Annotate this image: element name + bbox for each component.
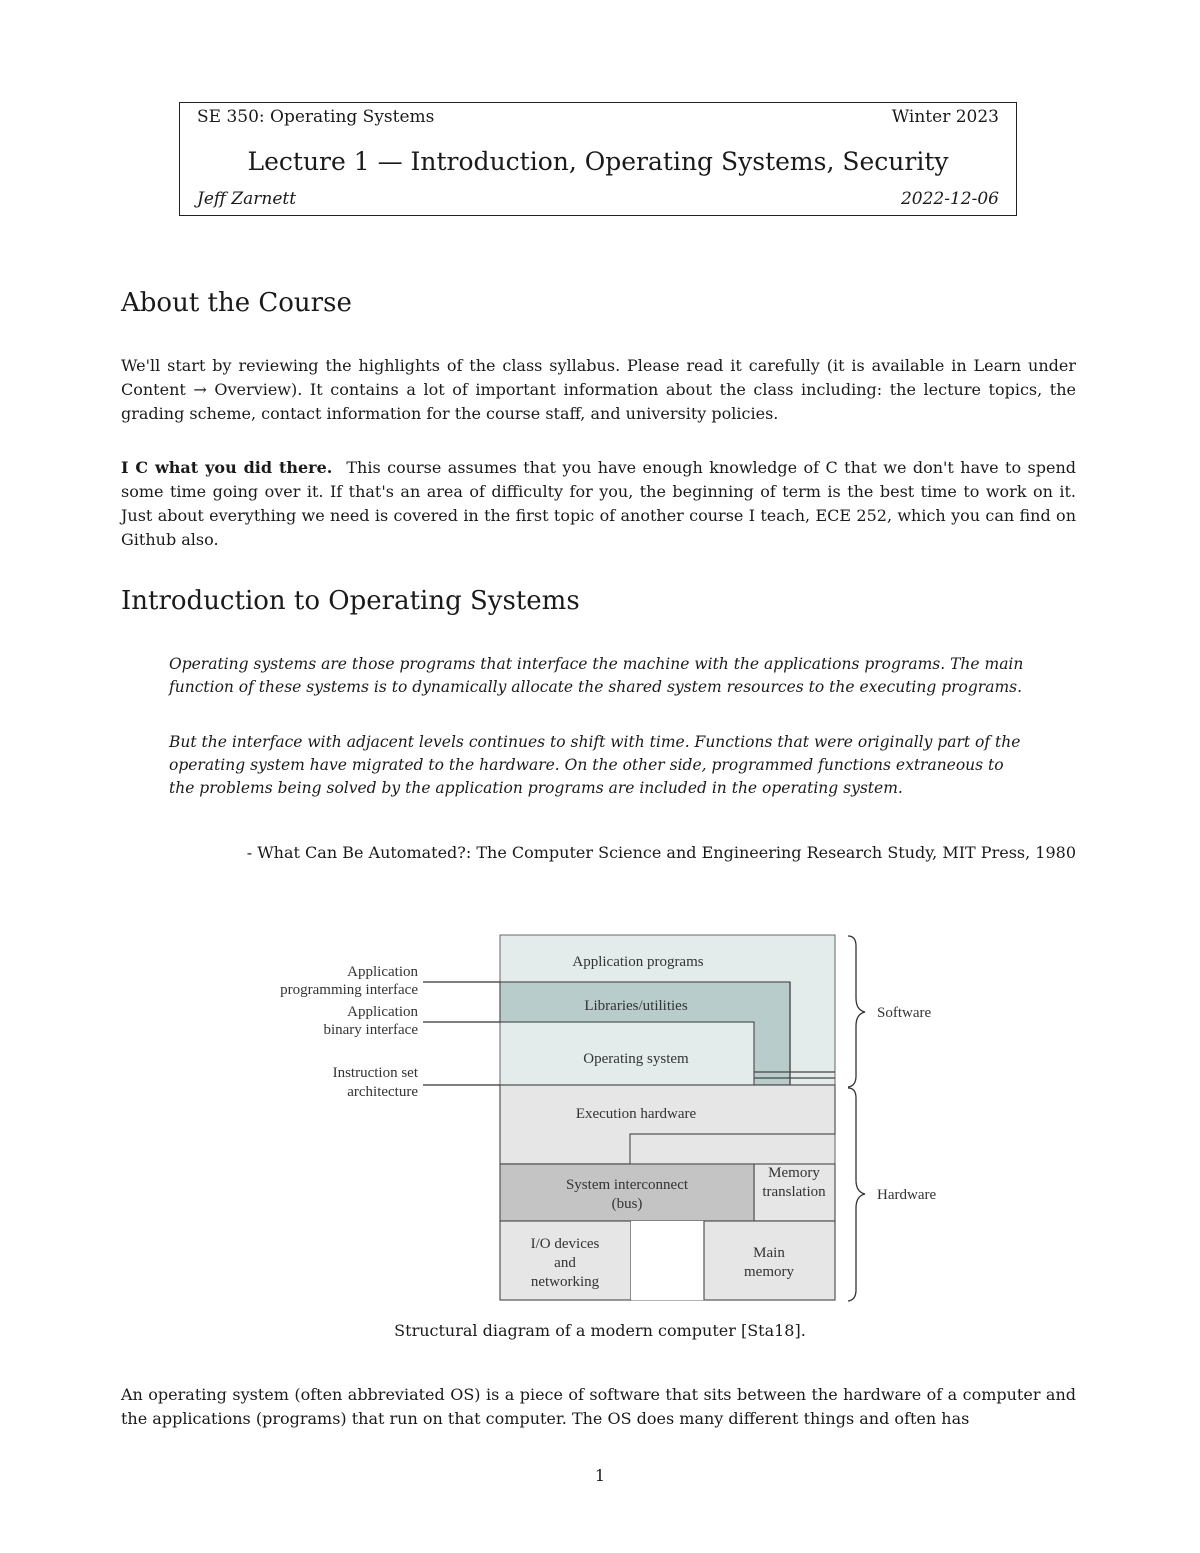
structural-diagram	[255, 930, 955, 1306]
about-paragraph-2-text: This course assumes that you have enough knowledge of C that we don't have to spend some time going over it. If that's an area of difficulty for you, the beginning of term is the best time to work on it. Just about everything we need is covered in the first topic of another course I teach, ECE 252, which you can find on Github also.	[121, 458, 1076, 549]
api-label-line-2: programming interface	[280, 982, 418, 998]
lecture-header-box	[179, 102, 1017, 216]
bus-label-line-1: System interconnect	[565, 1177, 689, 1193]
memory-translation-label-1: Memory	[768, 1165, 820, 1181]
isa-label-line-2: architecture	[347, 1084, 418, 1100]
bus-label-line-2: (bus)	[611, 1196, 643, 1212]
main-memory-label-2: memory	[744, 1264, 794, 1280]
diagram-gap	[631, 1221, 704, 1300]
hardware-label: Hardware	[877, 1187, 937, 1203]
hardware-brace	[848, 1088, 865, 1301]
abi-label-line-1: Application	[347, 1004, 418, 1020]
io-devices-label-3: networking	[530, 1274, 600, 1290]
lecture-title: Lecture 1 — Introduction, Operating Systems, Security	[247, 147, 949, 176]
author: Jeff Zarnett	[197, 189, 297, 209]
libraries-label: Libraries/utilities	[584, 998, 688, 1014]
main-memory-label-1: Main	[753, 1245, 785, 1261]
memory-translation-label-2: translation	[762, 1184, 826, 1200]
operating-system-label: Operating system	[583, 1051, 689, 1067]
quote-attribution: - What Can Be Automated?: The Computer Science and Engineering Research Study, MIT Press, 1980	[246, 843, 1076, 862]
io-devices-label-2: and	[554, 1255, 576, 1271]
figure-caption: Structural diagram of a modern computer [Sta18].	[394, 1321, 806, 1340]
paragraph-run-in-heading: I C what you did there.	[121, 458, 333, 477]
api-label-line-1: Application	[347, 964, 418, 980]
application-programs-label: Application programs	[572, 954, 704, 970]
quote-paragraph-1: Operating systems are those programs that interface the machine with the applications programs. The main function of these systems is to dynamically allocate the shared system resources to the executing programs.	[169, 655, 1024, 696]
date: 2022-12-06	[900, 189, 999, 209]
about-paragraph-1: We'll start by reviewing the highlights of the class syllabus. Please read it carefully (it is available in Learn under Content → Overview). It contains a lot of important information about the class including: the lecture topics, the grading scheme, contact information for the course staff, and university policies.	[121, 356, 1076, 423]
abi-label-line-2: binary interface	[323, 1022, 418, 1038]
io-devices-label-1: I/O devices	[530, 1236, 600, 1252]
execution-hardware-label: Execution hardware	[575, 1106, 697, 1122]
course-name: SE 350: Operating Systems	[197, 107, 435, 127]
isa-label-line-1: Instruction set	[332, 1065, 418, 1081]
heading-introduction-to-os: Introduction to Operating Systems	[121, 586, 580, 616]
intro-paragraph: An operating system (often abbreviated OS) is a piece of software that sits between the hardware of a computer and the applications (programs) that run on that computer. The OS does many different things and often has	[121, 1385, 1076, 1428]
software-label: Software	[877, 1005, 932, 1021]
term: Winter 2023	[891, 107, 999, 127]
about-paragraph-2	[121, 456, 1076, 552]
page-number: 1	[594, 1466, 606, 1485]
software-brace	[848, 936, 865, 1087]
heading-about-the-course: About the Course	[121, 288, 352, 318]
quote-paragraph-2: But the interface with adjacent levels continues to shift with time. Functions that were originally part of the operating system have migrated to the hardware. On the other side, programmed functions extraneous to the problems being solved by the application programs are included in the operating system.	[169, 733, 1021, 797]
